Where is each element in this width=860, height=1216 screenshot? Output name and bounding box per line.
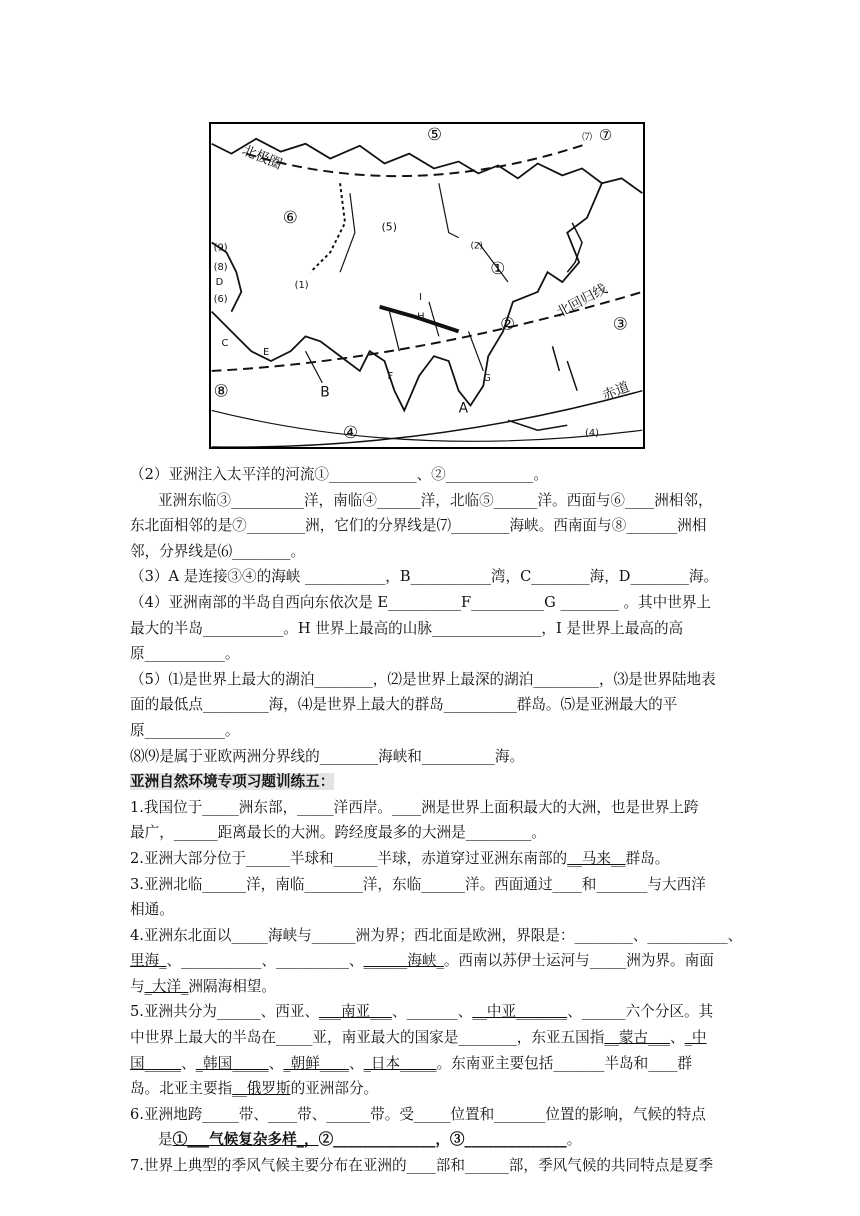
label-p4: (4) [585,428,600,440]
q5-line-2 [130,1025,736,1051]
q5-text-f: 岛。北亚主要指 [130,1080,233,1098]
q4-line-3 [130,974,736,1000]
label-p7: ⑺ [582,131,592,143]
section-title: 亚洲自然环境专项习题训练五： [130,773,335,791]
label-p2: (2) [470,241,484,252]
q5-sep-1: 、 [670,1029,685,1047]
q6-line-2 [130,1127,736,1153]
q5-text-d: 中世界上最大的半岛在_____亚，南亚最大的国家是________，东亚五国指 [130,1029,605,1047]
q5-sep-3: 、 [268,1054,284,1072]
line-8: 原___________。 [130,645,240,663]
q7-line-1: 7.世界上典型的季风气候主要分布在亚洲的____部和______部，季风气候的共同特点是夏季 [130,1157,714,1175]
line-9: （5）⑴是世界上最大的湖泊________，⑵是世界上最深的湖泊_________，⑶是世界陆地表 [130,670,716,688]
q5-text-c: 、______六个分区。其 [567,1003,714,1021]
q5-answer-china-a: _中 [684,1029,707,1047]
q4-text-d: 洲隔海相望。 [188,977,276,995]
q5-answer-dprk: _朝鲜____ [283,1054,349,1072]
equator-line [212,391,643,447]
q5-line-1 [130,999,736,1025]
q5-answer-mongolia: __蒙古___ [604,1029,670,1047]
asia-inner-rivers [340,183,508,371]
q4-answer-strait: ______海峡_ [363,952,444,970]
q6-text-end: 。 [566,1131,582,1149]
label-n4: ④ [343,422,359,443]
label-B: B [320,384,330,401]
label-n2: ② [500,313,516,334]
line-1: （2）亚洲注入太平洋的河流①____________、②____________。 [130,466,548,483]
label-E: E [263,347,270,359]
line-3: 东北面相邻的是⑦________洲，它们的分界线是⑺________海峡。西南面与⑧_______洲相 [130,517,707,535]
q4-text-b: 。西南以苏伊士运河与_____洲为界。南面 [443,952,714,970]
q3-line-1: 3.亚洲北临______洋，南临________洋，东临______洋。西面通过____和_______与大西洋 [130,875,706,893]
q5-line-4 [130,1076,736,1102]
q2-line [130,846,736,872]
label-n1: ① [490,258,506,279]
section-heading [130,769,736,795]
asia-coastline [212,139,643,411]
q5-text-a: 5.亚洲共分为______、西亚、 [130,1003,320,1021]
label-n6: ⑥ [282,206,298,227]
q5-answer-korea: _韩国_____ [195,1054,269,1072]
label-p8: (8) [213,262,228,274]
pointer-b [306,351,323,383]
q4-answer-oceania: _大洋_ [144,977,189,995]
asia-map-svg [211,124,643,447]
q4-text-a: 、___________、__________、 [166,952,364,970]
label-A: A [458,400,469,417]
label-equator: 赤道 [600,379,632,405]
q5-text-e: 。东南亚主要包括_______半岛和____群 [436,1054,692,1072]
q1-line-2: 最广，______距离最长的大洲。跨经度最多的大洲是_________。 [130,824,546,842]
label-p9: (9) [213,242,228,254]
q4-line-2 [130,948,736,974]
label-p1: (1) [294,279,309,291]
ural-line [310,183,345,272]
asia-map [209,122,645,449]
q5-answer-central-asia: __中亚_______ [472,1003,568,1021]
q6-blank-2: ②______________， [318,1131,450,1149]
q3-line-2: 相通。 [130,901,174,919]
label-F: F [387,370,394,382]
q5-answer-japan: _日本_____ [363,1054,437,1072]
label-tropic-cancer: 北回归线 [553,281,611,322]
q6-text-a: 是 [158,1131,173,1149]
label-D: D [215,277,224,289]
q6-answer-1: ①___气候复杂多样_， [172,1131,319,1149]
q5-answer-china-b: 国_____ [130,1054,182,1072]
q5-text-b: 、_______、 [392,1003,473,1021]
label-G: G [483,372,491,384]
line-7: 最大的半岛___________。H 世界上最高的山脉_______________，I 是世界上最高的高 [130,619,684,637]
japan-islands [508,223,582,430]
q4-line-1: 4.亚洲东北面以_____海峡与______洲为界；西北面是欧洲，界限是：________、___________、 [130,926,743,944]
q6-line-1: 6.亚洲地跨_____带、____带、______带。受_____位置和_______位置的影响，气候的特点 [130,1105,706,1123]
line-10: 面的最低点_________海，⑷是世界上最大的群岛__________群岛。⑸是亚洲最大的平 [130,696,678,714]
q2-answer-malay: __马来__ [567,849,626,867]
q6-blank-3: ③______________ [449,1131,567,1149]
q5-line-3 [130,1051,736,1077]
label-p5: (5) [381,220,397,234]
line-11: 原___________。 [130,721,240,739]
q4-answer-caspian: 里海_ [130,952,167,970]
q2-text: 2.亚洲大部分位于______半球和______半球，赤道穿过亚洲东南部的 [130,849,568,867]
q2-text-end: 群岛。 [625,849,670,867]
label-n5: ⑤ [427,124,443,144]
label-C: C [221,338,229,350]
label-I: I [419,291,423,303]
label-H: H [417,311,425,323]
label-n7: ⑦ [598,126,613,144]
line-4: 邻，分界线是⑹________。 [130,542,306,560]
q4-text-c: 与 [130,977,145,995]
q5-answer-russia: __俄罗斯 [232,1080,291,1098]
q1-line-1: 1.我国位于_____洲东部，_____洋西岸。____洲是世界上面积最大的大洲，也是世界上跨 [130,798,699,816]
worksheet-text [130,462,743,1179]
q5-answer-south-asia: ___南亚___ [319,1003,393,1021]
label-arctic-circle: 北极圈 [239,142,285,173]
line-6: （4）亚洲南部的半岛自西向东依次是 E__________F__________G ________ 。其中世界上 [130,593,712,611]
arctic-circle-line [246,144,587,176]
line-12: ⑻⑼是属于亚欧两洲分界线的________海峡和__________海。 [130,747,525,765]
label-p6: (6) [213,293,228,305]
label-n3: ③ [612,313,628,334]
q5-sep-4: 、 [348,1054,364,1072]
line-2: 亚洲东临③__________洋，南临④______洋，北临⑤______洋。西面与⑥____洲相邻， [158,491,713,509]
q5-text-g: 的亚洲部分。 [290,1080,379,1098]
line-5: （3）A 是连接③④的海峡 ___________，B___________湾，C________海，D________海。 [130,568,719,586]
label-n8: ⑧ [213,380,229,401]
outer-arc [212,410,643,441]
q5-sep-2: 、 [181,1054,196,1072]
